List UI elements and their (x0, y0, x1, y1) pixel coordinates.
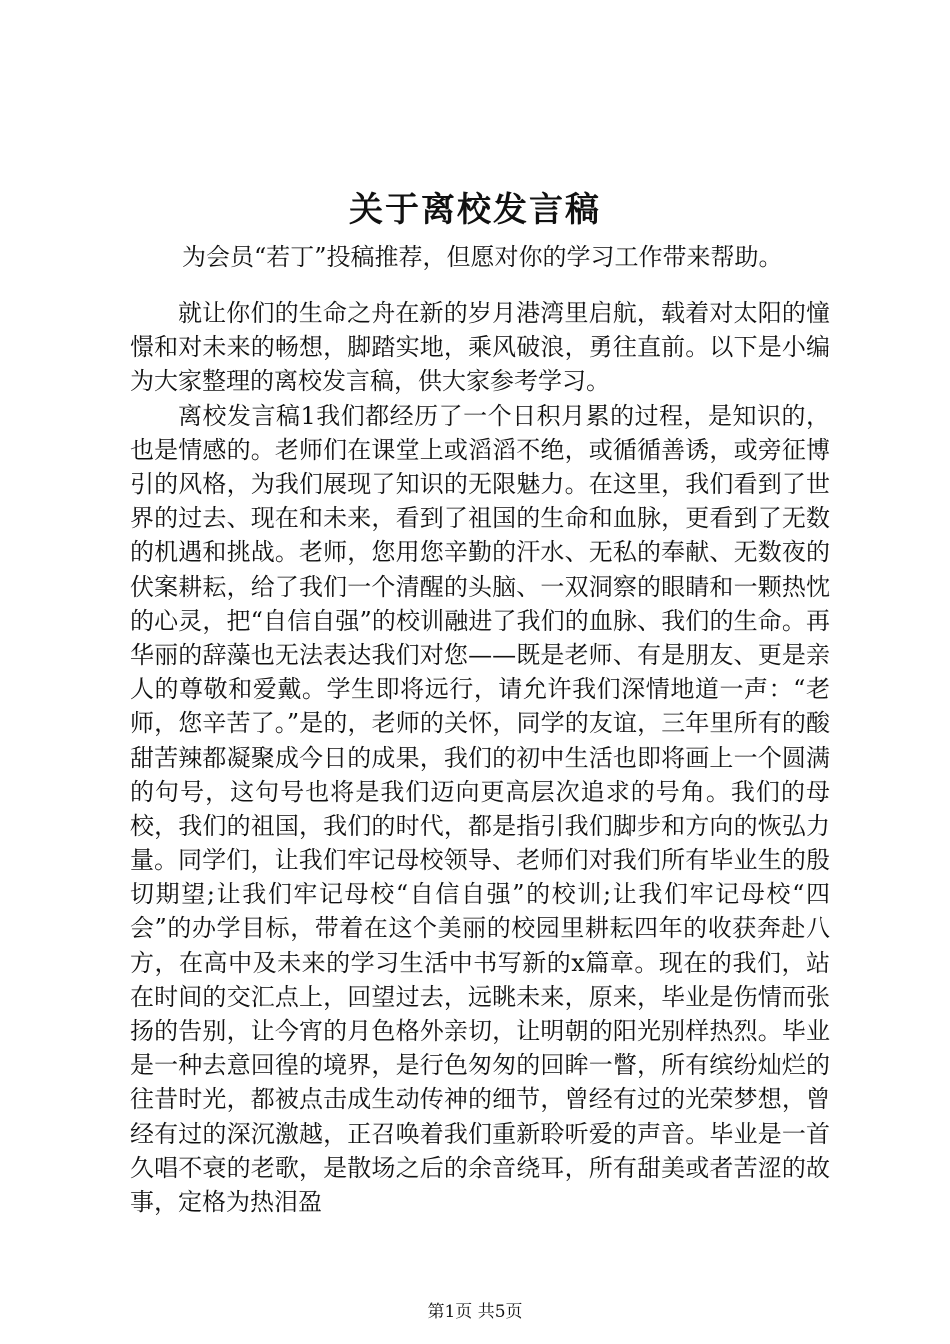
body-paragraph: 同学们，让我们牢记母校领导、老师们对我们所有毕业生的殷切期望;让我们牢记母校“自信自强”的校训;让我们牢记母校“四会”的办学目标，带着在这个美丽的校园里耕耘四年的收获奔赴八方，在高中及未来的学习生活中书写新的x篇章。现在的我们，站在时间的交汇点上，回望过去，远眺未来，原来，毕业是伤情而张扬的告别，让今宵的月色格外亲切，让明朝的阳光别样热烈。毕业是一种去意回徨的境界，是行色匆匆的回眸一瞥，所有缤纷灿烂的往昔时光，都被点击成生动传神的细节，曾经有过的光荣梦想，曾经有过的深沉激越，正召唤着我们重新聆听爱的声音。毕业是一首久唱不衰的老歌，是散场之后的余音绕耳，所有甜美或者苦涩的故事，定格为热泪盈 (130, 846, 830, 1217)
body-block-2 (130, 843, 830, 1219)
body-block-1 (130, 296, 830, 877)
body-paragraph: 就让你们的生命之舟在新的岁月港湾里启航，载着对太阳的憧憬和对未来的畅想，脚踏实地，乘风破浪，勇往直前。以下是小编为大家整理的离校发言稿，供大家参考学习。 (130, 299, 830, 396)
document-title: 关于离校发言稿 (349, 190, 601, 230)
body-paragraph: 离校发言稿1我们都经历了一个日积月累的过程，是知识的，也是情感的。老师们在课堂上或滔滔不绝，或循循善诱，或旁征博引的风格，为我们展现了知识的无限魅力。在这里，我们看到了世界的过去、现在和未来，看到了祖国的生命和血脉，更看到了无数的机遇和挑战。老师，您用您辛勤的汗水、无私的奉献、无数夜的伏案耕耘，给了我们一个清醒的头脑、一双洞察的眼睛和一颗热忱的心灵，把“自信自强”的校训融进了我们的血脉、我们的生命。再华丽的辞藻也无法表达我们对您——既是老师、有是朋友、更是亲人的尊敬和爱戴。学生即将远行，请允许我们深情地道一声：“老师，您辛苦了。”是的，老师的关怀，同学的友谊，三年里所有的酸甜苦辣都凝聚成今日的成果，我们的初中生活也即将画上一个圆满的句号，这句号也将是我们迈向更高层次追求的号角。我们的母校，我们的祖国，我们的时代，都是指引我们脚步和方向的恢弘力量。 (130, 401, 830, 875)
page-footer: 第1页 共5页 (427, 1302, 523, 1322)
intro-line: 为会员“若丁”投稿推荐，但愿对你的学习工作带来帮助。 (182, 243, 783, 271)
